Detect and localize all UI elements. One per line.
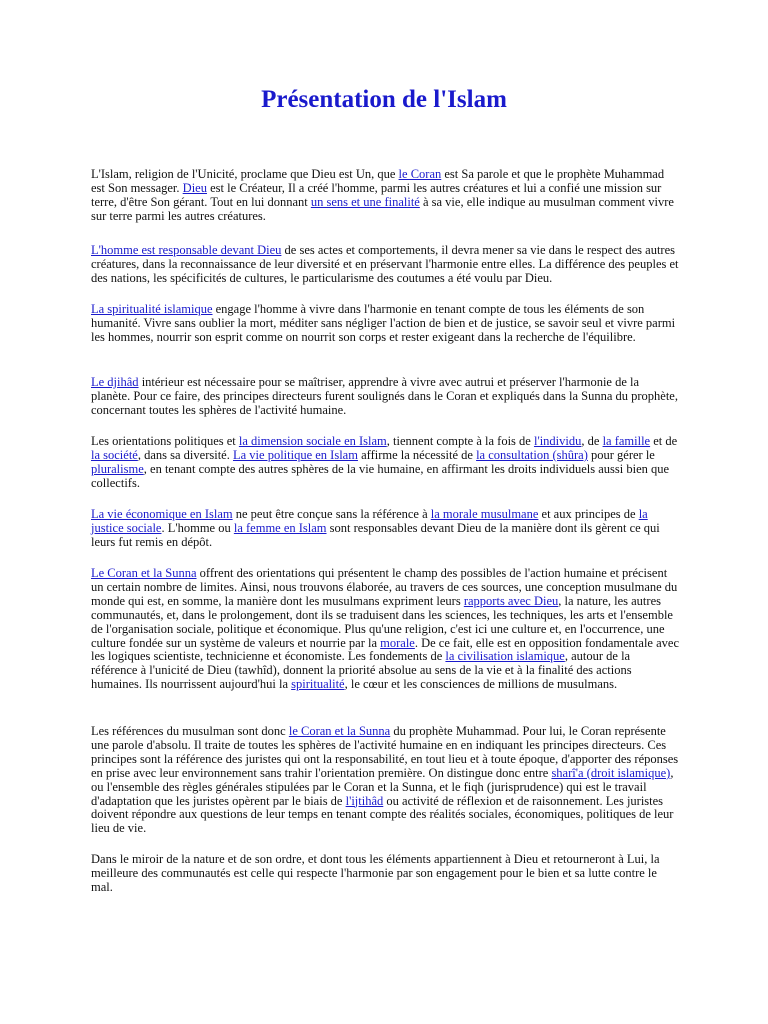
body-text: , ou l'ensemble des règles générales stipulées par le Coran et la Sunna, et le fiqh (jurisprudence) qui est le travail d'adaptation que les juristes opèrent par le biais de (91, 765, 674, 808)
body-text: affirme la nécessité de (357, 447, 477, 462)
body-text: , en tenant compte des autres sphères de la vie humaine, en affirmant les droits individuels aussi bien que collectifs. (91, 461, 670, 490)
body-text: pour gérer le (587, 447, 655, 462)
paragraph-8 (91, 725, 679, 836)
body-text: , de (581, 434, 603, 448)
body-text: , dans sa diversité. (137, 447, 233, 462)
paragraph-3 (91, 303, 679, 345)
body-text: est Sa parole et que le prophète Muhammad est Son messager. (91, 167, 665, 195)
inline-link[interactable]: l'ijtihâd (345, 793, 384, 808)
body-text: , tiennent compte à la fois de (386, 434, 534, 448)
inline-link[interactable]: l'individu (533, 434, 582, 448)
paragraph-6 (91, 508, 679, 550)
body-text: . L'homme ou (161, 520, 234, 535)
paragraph-1 (91, 168, 679, 224)
inline-link[interactable]: Le djihâd (91, 375, 139, 389)
body-text: L'Islam, religion de l'Unicité, proclame que Dieu est Un, que (91, 167, 399, 181)
inline-link[interactable]: L'homme est responsable devant Dieu (91, 243, 282, 257)
body-text: de ses actes et comportements, il devra mener sa vie dans le respect des autres créatures, dans la reconnaissance de leur diversité et en préservant l'harmonie entre elles. La différence des peuples et des nations, les spécificités de cultures, le particularisme des coutumes a été voulu par Dieu. (91, 243, 679, 285)
inline-link[interactable]: La vie politique en Islam (232, 447, 358, 462)
page-title: Présentation de l'Islam (261, 86, 507, 113)
paragraph-7 (91, 567, 679, 692)
inline-link[interactable]: le Coran (398, 167, 442, 181)
inline-link[interactable]: morale (380, 635, 415, 650)
inline-link[interactable]: spiritualité (291, 677, 345, 692)
inline-link[interactable]: La vie économique en Islam (91, 507, 233, 521)
paragraph-9 (91, 853, 679, 895)
body-text: est le Créateur, Il a créé l'homme, parmi les autres créatures et lui a confié une mission sur terre, d'être Son gérant. Tout en lui donnant (91, 180, 662, 209)
body-text: et aux principes de (538, 507, 639, 521)
inline-link[interactable]: un sens et une finalité (310, 194, 420, 209)
inline-link[interactable]: La spiritualité islamique (91, 302, 213, 316)
inline-link[interactable]: sharî'a (droit islamique) (551, 765, 671, 780)
body-text: Les références du musulman sont donc (91, 724, 289, 738)
inline-link[interactable]: rapports avec Dieu (463, 593, 559, 608)
body-text: sont responsables devant Dieu de la manière dont ils gèrent ce qui leurs fut remis en dépôt. (91, 520, 660, 549)
inline-link[interactable]: la famille (602, 434, 651, 448)
inline-link[interactable]: la morale musulmane (430, 507, 539, 521)
body-text: ou activité de réflexion et de raisonnement. Les juristes doivent répondre aux questions de leur temps en tenant compte des réalités sociales, économiques, politiques de leur lieu de vie. (91, 793, 674, 836)
inline-link[interactable]: la civilisation islamique (445, 649, 565, 664)
body-text: , autour de la référence à l'unicité de Dieu (tawhîd), donnent la priorité absolue au sens de la vie et à la finalité des actions humaines. Ils nourrissent aujourd'hui la (91, 649, 632, 692)
paragraph-2 (91, 244, 679, 286)
inline-link[interactable]: la justice sociale (91, 507, 648, 535)
body-text: offrent des orientations qui présentent le champ des possibles de l'action humaine et précisent un certain nombre de limites. Ainsi, nous trouvons élaborée, au travers de ces sources, une conception musulmane du monde qui est, en somme, la manière dont les musulmans expriment leurs (91, 566, 678, 608)
inline-link[interactable]: Le Coran et la Sunna (91, 566, 197, 580)
body-text: Dans le miroir de la nature et de son ordre, et dont tous les éléments appartiennent à Dieu et retourneront à Lui, la meilleure des communautés est celle qui respecte l'harmonie par son engagement pour le bien et sa lutte contre le mal. (91, 852, 660, 894)
inline-link[interactable]: la consultation (shûra) (476, 447, 588, 462)
body-text: engage l'homme à vivre dans l'harmonie en tenant compte de tous les éléments de son humanité. Vivre sans oublier la mort, méditer sans négliger l'action de bien et de justice, se savoir seul et vivre parmi les hommes, nourrir son esprit comme on nourrit son corps et rester exigeant dans la recherche de l'équilibre. (91, 302, 676, 344)
body-text: à sa vie, elle indique au musulman comment vivre sur terre parmi les autres créatures. (91, 194, 674, 223)
body-text: et de (650, 434, 678, 448)
inline-link[interactable]: Dieu (182, 180, 207, 195)
inline-link[interactable]: la femme en Islam (233, 520, 327, 535)
body-text: Les orientations politiques et (91, 434, 239, 448)
body-text: ne peut être conçue sans la référence à (232, 507, 431, 521)
body-text: , le cœur et les consciences de millions de musulmans. (344, 677, 618, 692)
inline-link[interactable]: pluralisme (91, 461, 144, 476)
body-text: intérieur est nécessaire pour se maîtriser, apprendre à vivre avec autrui et préserver l'harmonie de la planète. Pour ce faire, des principes directeurs furent soulignés dans le Coran et expliqués dans la Sunna du prophète, concernant toutes les sphères de l'activité humaine. (91, 375, 678, 417)
paragraph-5 (91, 435, 679, 491)
paragraph-4 (91, 376, 679, 418)
body-text: du prophète Muhammad. Pour lui, le Coran représente une parole d'absolu. Il traite de toutes les sphères de l'activité humaine en en indiquant les principes directeurs. Ces principes sont la référence des juristes qui ont la responsabilité, en tout lieu et à toute époque, d'apporter des réponses en prise avec leur environnement sans trahir l'orientation première. On distingue donc entre (91, 724, 679, 780)
inline-link[interactable]: la société (91, 447, 138, 462)
body-text: . De ce fait, elle est en opposition fondamentale avec les logiques scientiste, technicienne et économiste. Les fondements de (91, 635, 679, 664)
inline-link[interactable]: la dimension sociale en Islam (238, 434, 387, 448)
body-text: , la nature, les autres communautés, et, dans le prolongement, dont ils se traduisent dans les sciences, les techniques, les arts et l'ensemble de l'organisation sociale, politique et économique. Plus qu'une religion, c'est ici une culture et, en l'occurrence, une culture fondée sur un système de valeurs et nourrie par la (91, 593, 673, 650)
inline-link[interactable]: le Coran et la Sunna (288, 724, 391, 738)
